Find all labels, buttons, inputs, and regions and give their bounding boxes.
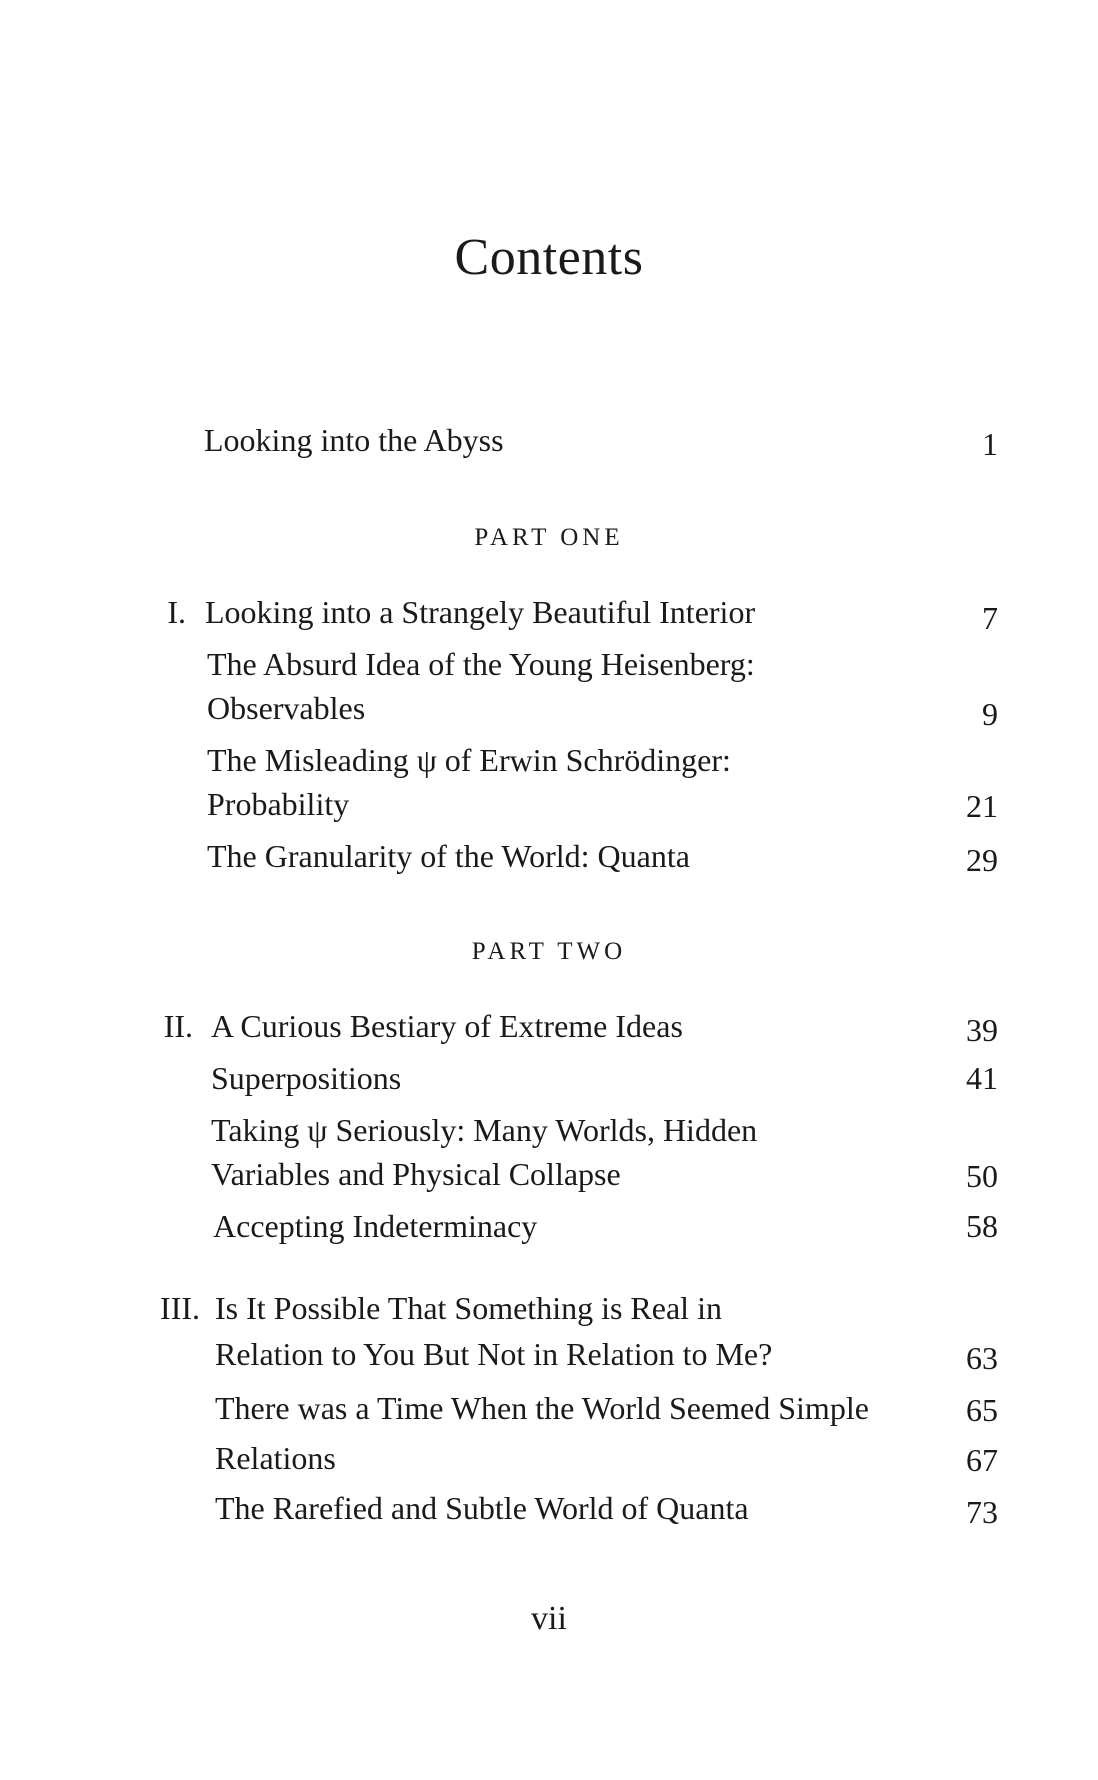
section-title: The Granularity of the World: Quanta [207, 838, 690, 874]
chapter-title: A Curious Bestiary of Extreme Ideas [211, 1008, 683, 1044]
page-number: 63 [966, 1340, 998, 1376]
section-title: Taking ψ Seriously: Many Worlds, Hidden [211, 1112, 758, 1148]
page-number: 29 [966, 842, 998, 878]
chapter-numeral: I. [167, 594, 186, 630]
section-title: The Rarefied and Subtle World of Quanta [215, 1490, 749, 1526]
part-heading: PART TWO [471, 938, 627, 965]
page-number: 41 [966, 1060, 998, 1096]
section-title: Accepting Indeterminacy [213, 1208, 538, 1244]
page-title: Contents [454, 229, 644, 286]
page-number: 65 [966, 1392, 998, 1428]
section-title: The Absurd Idea of the Young Heisenberg: [207, 646, 755, 682]
section-title: Superpositions [211, 1060, 402, 1096]
chapter-numeral: II. [163, 1008, 193, 1044]
page-number: 67 [966, 1442, 998, 1478]
page-number: 58 [966, 1208, 998, 1244]
section-title: The Misleading ψ of Erwin Schrödinger: [207, 742, 731, 778]
page-number: 73 [966, 1494, 998, 1530]
page-number: 50 [966, 1158, 998, 1194]
page-number: 1 [982, 426, 998, 462]
chapter-numeral: III. [160, 1290, 200, 1326]
section-title: Relations [215, 1440, 336, 1476]
section-title-continued: Observables [207, 690, 366, 726]
part-heading: PART ONE [474, 524, 624, 551]
chapter-title: Is It Possible That Something is Real in [215, 1290, 722, 1326]
toc-entry-prologue: Looking into the Abyss [204, 422, 504, 458]
page-number: 9 [982, 696, 998, 732]
page-number: 7 [982, 600, 998, 636]
section-title-continued: Probability [207, 786, 350, 822]
section-title-continued: Variables and Physical Collapse [211, 1156, 621, 1192]
chapter-title: Looking into a Strangely Beautiful Interior [205, 594, 756, 630]
page-number: 39 [966, 1012, 998, 1048]
page-number: 21 [966, 788, 998, 824]
page-folio: vii [531, 1600, 567, 1637]
section-title: There was a Time When the World Seemed Simple [215, 1390, 869, 1426]
chapter-title-continued: Relation to You But Not in Relation to Me? [215, 1336, 773, 1372]
